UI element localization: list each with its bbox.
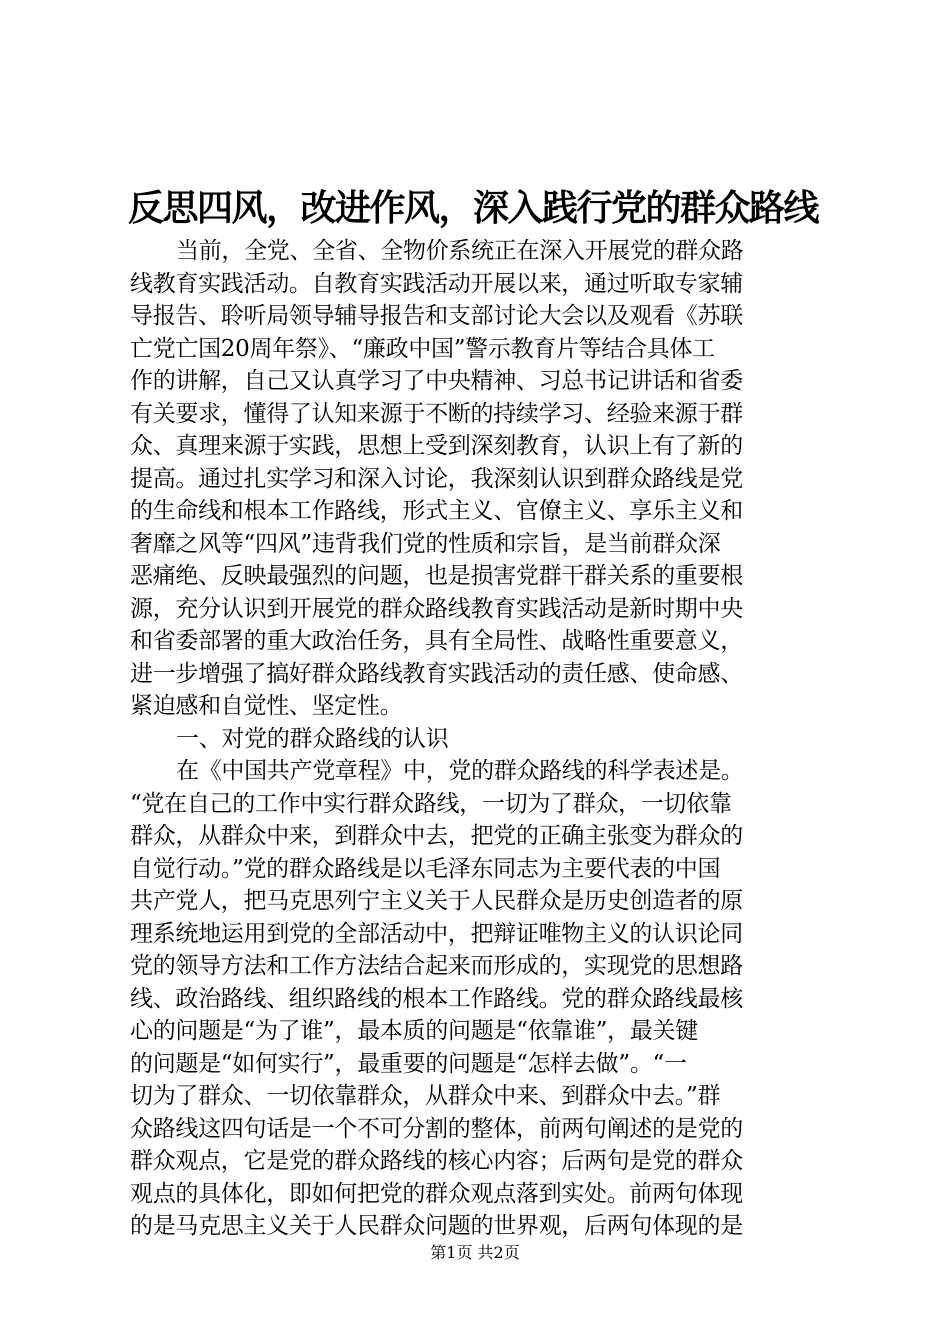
paragraph-line: 亡党亡国20周年祭》、“廉政中国”警示教育片等结合具体工 xyxy=(130,335,715,362)
paragraph-line: 的是马克思主义关于人民群众问题的世界观，后两句体现的是 xyxy=(130,1213,743,1239)
page-number-footer: 第1页 共2页 xyxy=(430,1243,520,1262)
paragraph-line: 在《中国共产党章程》中，党的群众路线的科学表述是。 xyxy=(176,758,744,784)
paragraph-line: 奢靡之风等“四风”违背我们党的性质和宗旨，是当前群众深 xyxy=(130,530,721,557)
paragraph-line: 众路线这四句话是一个不可分割的整体，前两句阐述的是党的 xyxy=(130,1115,743,1142)
paragraph-line: 的问题是“如何实行”，最重要的问题是“怎样去做”。“一 xyxy=(130,1050,687,1077)
paragraph-line: 线、政治路线、组织路线的根本工作路线。党的群众路线最核 xyxy=(130,985,743,1012)
document-body xyxy=(130,235,830,1243)
paragraph-line: 恶痛绝、反映最强烈的问题，也是损害党群干群关系的重要根 xyxy=(130,563,743,589)
paragraph-line: 众、真理来源于实践，思想上受到深刻教育，认识上有了新的 xyxy=(130,433,743,459)
paragraph-line: 群众观点，它是党的群众路线的核心内容；后两句是党的群众 xyxy=(130,1148,743,1174)
document-title: 反思四风，改进作风，深入践行党的群众路线 xyxy=(128,187,819,229)
paragraph-line: 源，充分认识到开展党的群众路线教育实践活动是新时期中央 xyxy=(130,595,743,622)
paragraph-line: 切为了群众、一切依靠群众，从群众中来、到群众中去。”群 xyxy=(130,1083,721,1109)
paragraph-line: 紧迫感和自觉性、坚定性。 xyxy=(130,693,403,719)
section-heading: 一、对党的群众路线的认识 xyxy=(176,725,449,752)
paragraph-line: 有关要求，懂得了认知来源于不断的持续学习、经验来源于群 xyxy=(130,400,743,427)
paragraph-line: 的生命线和根本工作路线，形式主义、官僚主义、享乐主义和 xyxy=(130,498,743,524)
paragraph-line: 当前，全党、全省、全物价系统正在深入开展党的群众路 xyxy=(176,238,744,264)
paragraph-line: “党在自己的工作中实行群众路线，一切为了群众，一切依靠 xyxy=(130,790,732,817)
paragraph-line: 和省委部署的重大政治任务，具有全局性、战略性重要意义， xyxy=(130,628,743,654)
paragraph-line: 自觉行动。”党的群众路线是以毛泽东同志为主要代表的中国 xyxy=(130,855,721,882)
paragraph-line: 共产党人，把马克思列宁主义关于人民群众是历史创造者的原 xyxy=(130,888,743,914)
paragraph-line: 心的问题是“为了谁”，最本质的问题是“依靠谁”，最关键 xyxy=(130,1018,698,1044)
paragraph-line: 理系统地运用到党的全部活动中，把辩证唯物主义的认识论同 xyxy=(130,920,743,947)
paragraph-line: 导报告、聆听局领导辅导报告和支部讨论大会以及观看《苏联 xyxy=(130,303,743,329)
paragraph-line: 观点的具体化，即如何把党的群众观点落到实处。前两句体现 xyxy=(130,1180,743,1207)
paragraph-line: 线教育实践活动。自教育实践活动开展以来，通过听取专家辅 xyxy=(130,270,743,297)
paragraph-line: 提高。通过扎实学习和深入讨论，我深刻认识到群众路线是党 xyxy=(130,465,743,492)
paragraph-line: 群众，从群众中来，到群众中去，把党的正确主张变为群众的 xyxy=(130,823,743,849)
paragraph-line: 进一步增强了搞好群众路线教育实践活动的责任感、使命感、 xyxy=(130,660,743,687)
paragraph-line: 党的领导方法和工作方法结合起来而形成的，实现党的思想路 xyxy=(130,953,743,979)
paragraph-line: 作的讲解，自己又认真学习了中央精神、习总书记讲话和省委 xyxy=(130,368,743,394)
